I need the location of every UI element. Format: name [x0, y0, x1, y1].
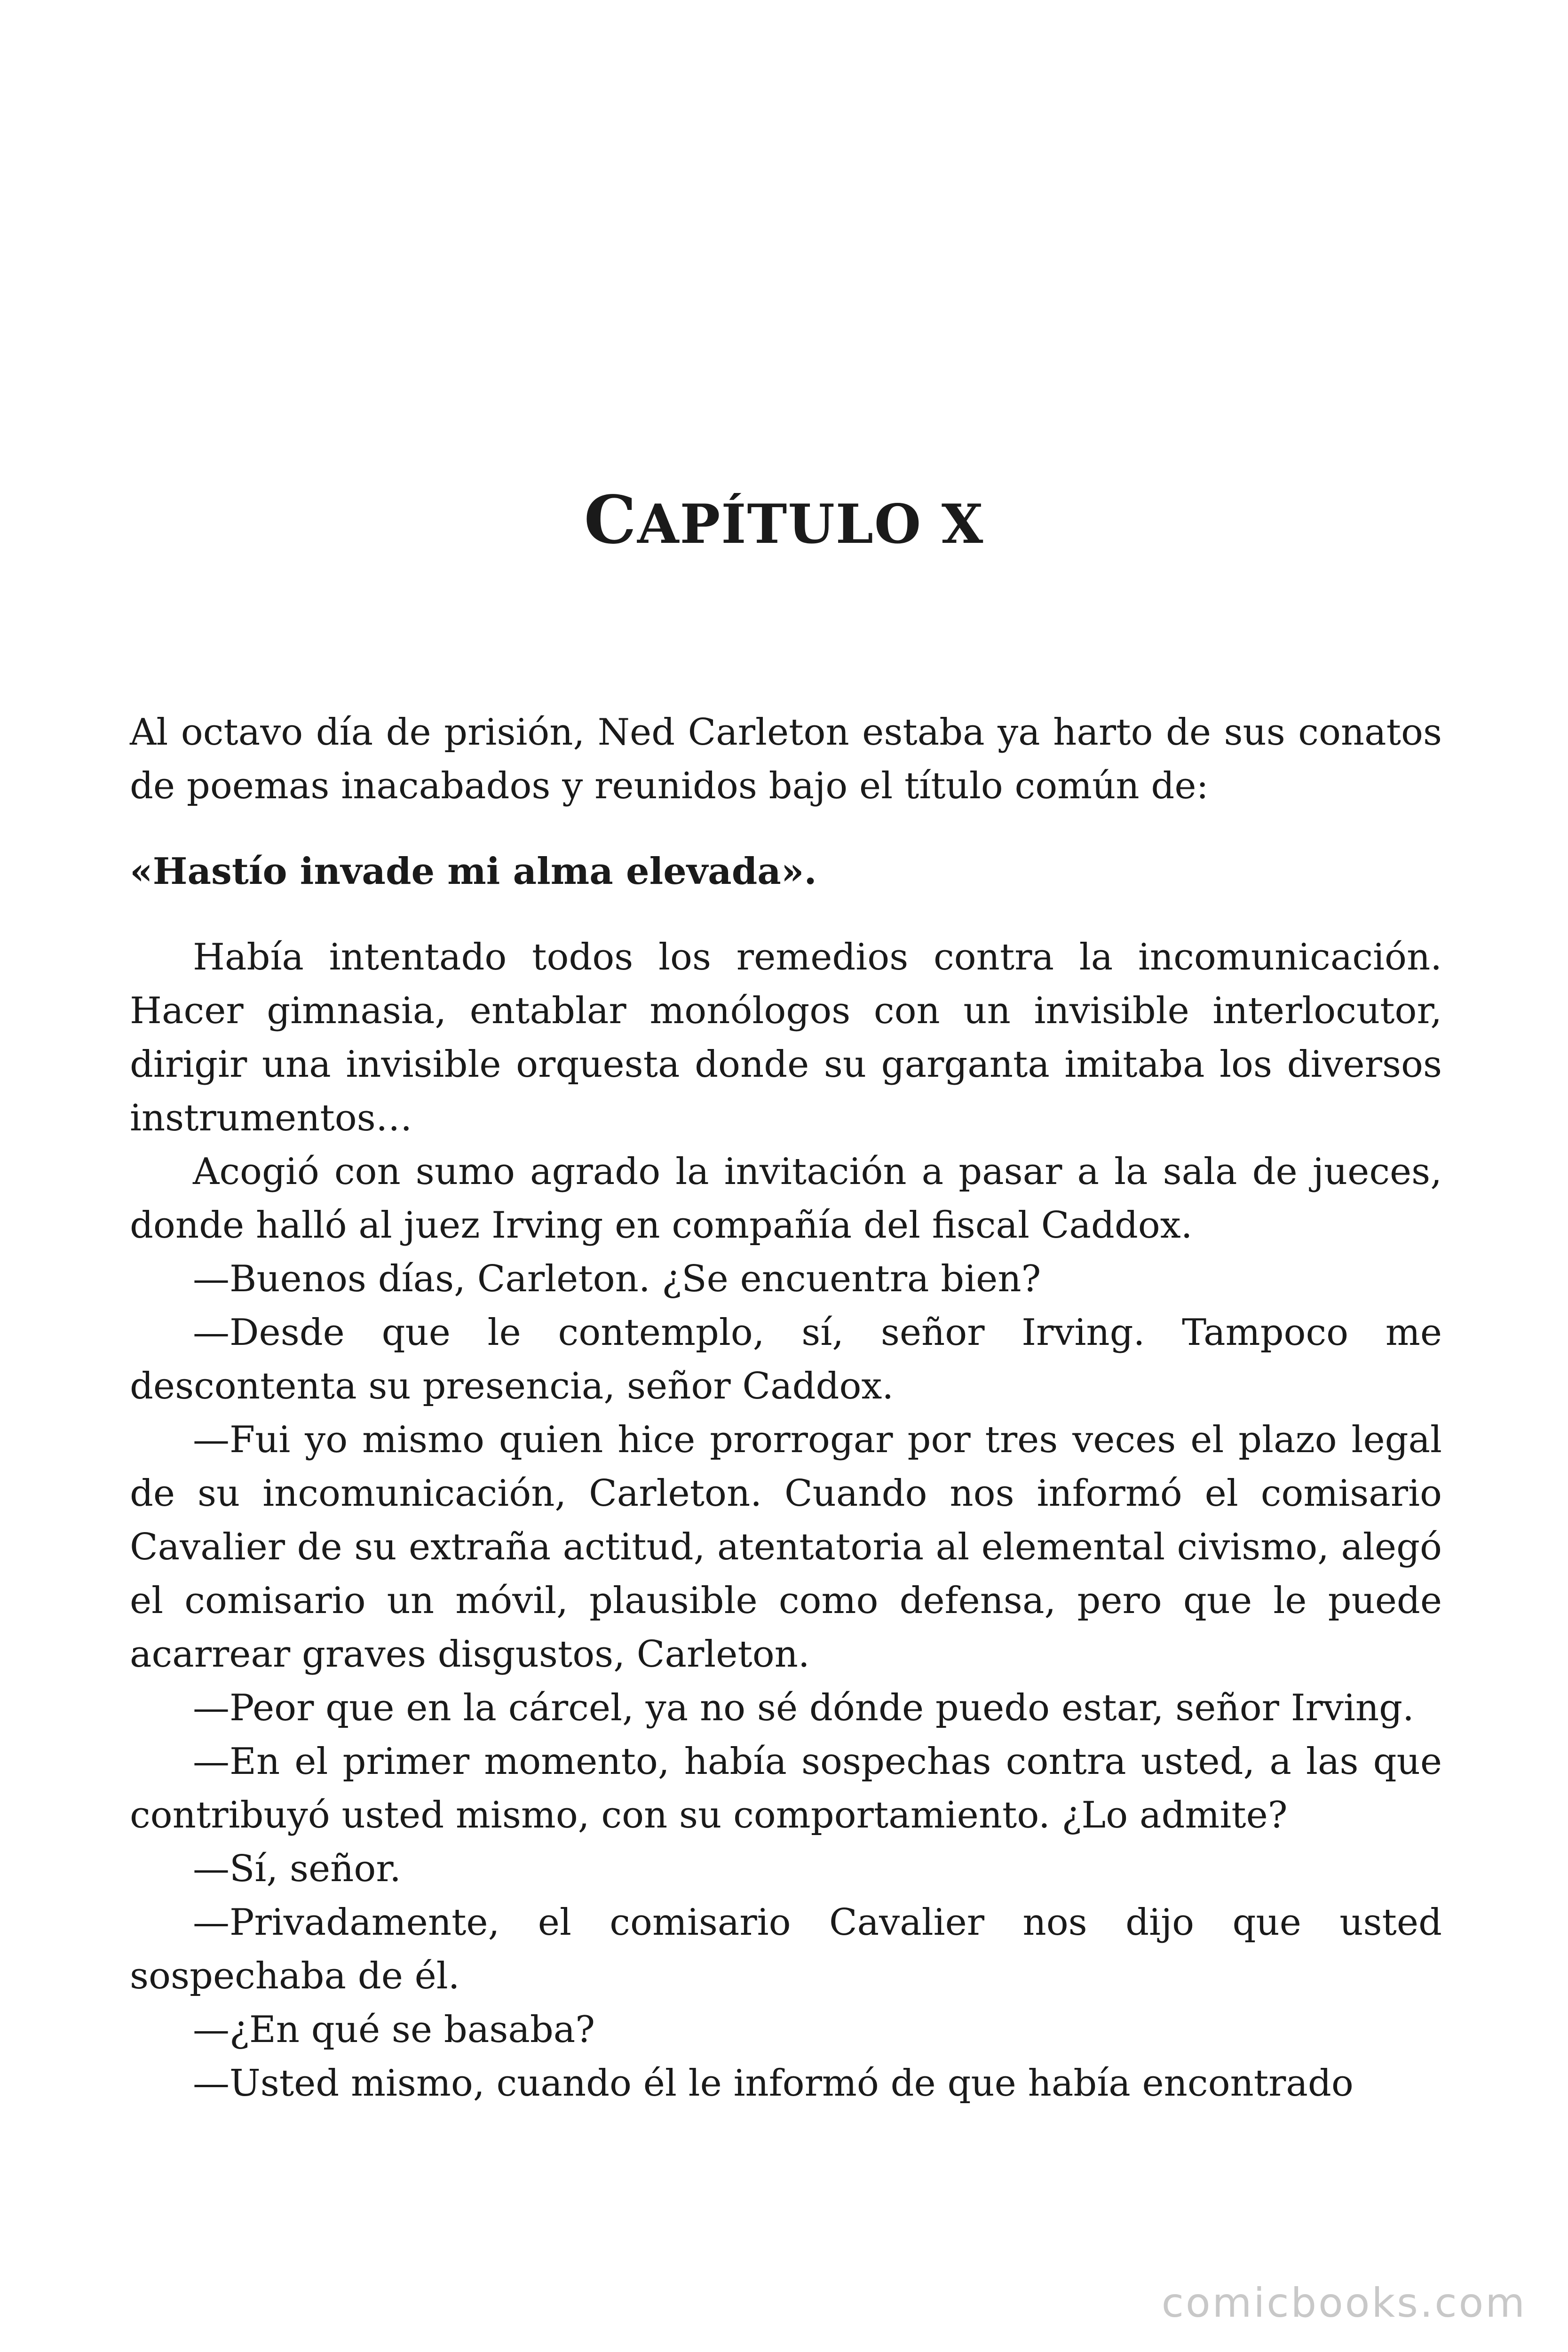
- paragraph: Acogió con sumo agrado la invitación a pasar a la sala de jueces, donde halló al juez Irving en compañía del fiscal Caddox.: [130, 1151, 1442, 1247]
- dialogue-line: —Usted mismo, cuando él le informó de que había encontrado: [193, 2062, 1354, 2105]
- dialogue-line: —Peor que en la cárcel, ya no sé dónde puedo estar, señor Irving.: [193, 1687, 1414, 1729]
- dialogue-line: —Buenos días, Carleton. ¿Se encuentra bien?: [193, 1258, 1041, 1300]
- chapter-title-rest: APÍTULO X: [637, 493, 984, 556]
- dialogue-line: —Fui yo mismo quien hice prorrogar por tres veces el plazo legal de su incomunicación, Carleton. Cuando nos informó el comisario Cavalier de su extraña actitud, atentatoria al elemental civismo, alegó el comisario un móvil, plausible como defensa, pero que le puede acarrear graves disgustos, Carleton.: [130, 1419, 1442, 1676]
- dialogue-line: —Sí, señor.: [193, 1848, 401, 1890]
- chapter-body: [130, 706, 1442, 2110]
- dialogue-line: —Privadamente, el comisario Cavalier nos dijo que usted sospechaba de él.: [130, 1901, 1442, 1997]
- chapter-title: [0, 482, 1568, 559]
- paragraph-opening: Al octavo día de prisión, Ned Carleton estaba ya harto de sus conatos de poemas inacabados y reunidos bajo el título común de:: [130, 711, 1442, 807]
- dialogue-line: —Desde que le contemplo, sí, señor Irving. Tampoco me descontenta su presencia, señor Caddox.: [130, 1311, 1442, 1407]
- watermark: comicbooks.com: [1161, 2280, 1527, 2327]
- dialogue-line: —¿En qué se basaba?: [193, 2009, 595, 2051]
- dialogue-line: —En el primer momento, había sospechas contra usted, a las que contribuyó usted mismo, con su comportamiento. ¿Lo admite?: [130, 1740, 1442, 1836]
- chapter-title-initial: C: [584, 482, 638, 559]
- paragraph: Había intentado todos los remedios contra la incomunicación. Hacer gimnasia, entablar monólogos con un invisible interlocutor, dirigir una invisible orquesta donde su garganta imitaba los diversos instrumentos…: [130, 936, 1442, 1139]
- poem-title: «Hastío invade mi alma elevada».: [130, 850, 817, 893]
